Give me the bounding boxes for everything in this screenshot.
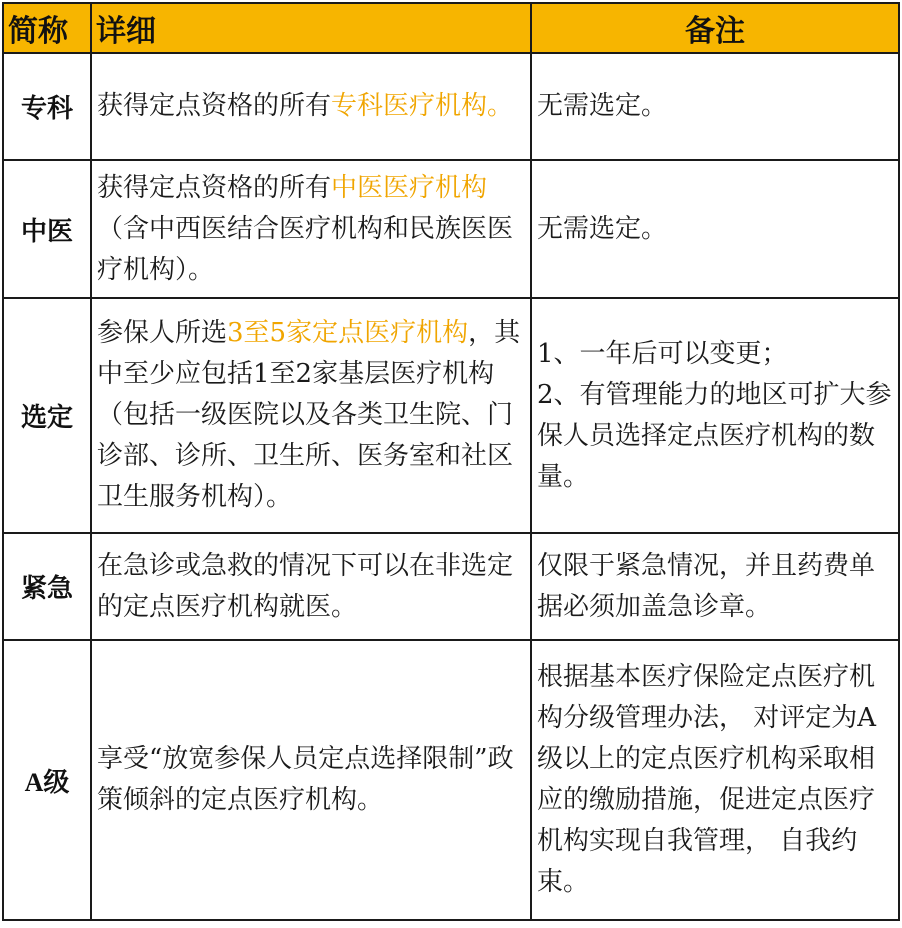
row-detail bbox=[91, 160, 531, 298]
detail-text: 参保人所选 bbox=[97, 318, 228, 348]
insurance-facility-table bbox=[2, 2, 900, 921]
detail-highlight: 专科医疗机构。 bbox=[331, 91, 514, 121]
header-detail: 详细 bbox=[91, 3, 531, 53]
note-line: 2、有管理能力的地区可扩大参保人员选择定点医疗机构的数量。 bbox=[537, 379, 892, 492]
detail-highlight: 3至5家定点医疗机构 bbox=[227, 318, 469, 348]
note-line: 仅限于紧急情况，并且药费单据必须加盖急诊章。 bbox=[537, 550, 876, 622]
detail-text: 享受“放宽参保人员定点选择限制”政策倾斜的定点医疗机构。 bbox=[97, 744, 514, 815]
note-line: 无需选定。 bbox=[537, 213, 668, 244]
table-row bbox=[3, 53, 899, 160]
row-abbr: 紧急 bbox=[3, 533, 91, 640]
detail-text-after: （含中西医结合医疗机构和民族医医疗机构）。 bbox=[97, 213, 514, 285]
row-note bbox=[531, 533, 899, 640]
detail-highlight: 中医医疗机构 bbox=[331, 172, 488, 203]
table-row bbox=[3, 160, 899, 298]
row-note bbox=[531, 160, 899, 298]
row-detail bbox=[91, 640, 531, 920]
header-abbr: 简称 bbox=[3, 3, 91, 53]
row-detail bbox=[91, 533, 531, 640]
note-line: 根据基本医疗保险定点医疗机构分级管理办法， 对评定为A级以上的定点医疗机构采取相应的缴励措施，促进定点医疗机构实现自我管理， 自我约束。 bbox=[537, 662, 877, 897]
table-row bbox=[3, 533, 899, 640]
row-detail bbox=[91, 298, 531, 533]
row-note bbox=[531, 298, 899, 533]
row-abbr: A级 bbox=[3, 640, 91, 920]
row-abbr: 专科 bbox=[3, 53, 91, 160]
row-abbr: 中医 bbox=[3, 160, 91, 298]
table-row bbox=[3, 298, 899, 533]
detail-text: 获得定点资格的所有 bbox=[97, 172, 332, 203]
row-note bbox=[531, 640, 899, 920]
header-row bbox=[3, 3, 899, 53]
row-abbr: 选定 bbox=[3, 298, 91, 533]
detail-text: 获得定点资格的所有 bbox=[97, 91, 332, 121]
header-note: 备注 bbox=[531, 3, 899, 53]
detail-text-after: ，其中至少应包括1至2家基层医疗机构（包括一级医院以及各类卫生院、门诊部、诊所、卫生所、医务室和社区卫生服务机构）。 bbox=[97, 318, 521, 512]
row-note bbox=[531, 53, 899, 160]
table-row bbox=[3, 640, 899, 920]
detail-text: 在急诊或急救的情况下可以在非选定的定点医疗机构就医。 bbox=[97, 550, 514, 622]
note-line: 1、一年后可以变更； bbox=[537, 338, 788, 369]
note-line: 无需选定。 bbox=[537, 91, 668, 121]
row-detail bbox=[91, 53, 531, 160]
